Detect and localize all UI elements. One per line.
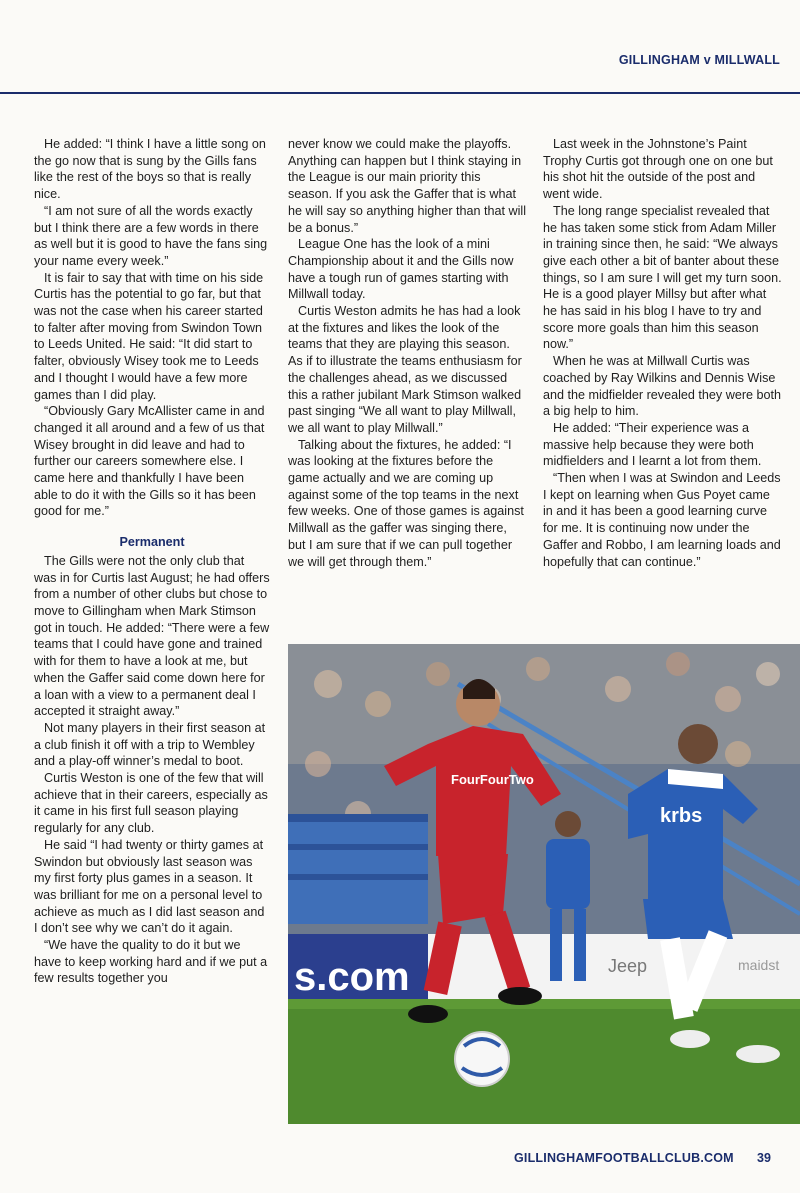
paragraph: never know we could make the playoffs. Anything can happen but I think staying in the League is our main priority this season. If you ask the Gaffer that is what he will say so anything higher than that will be a bonus.” [288, 137, 527, 235]
paragraph: The long range specialist revealed that he has taken some stick from Adam Miller in training since then, he said: “We always give each other a bit of banter about these things, so I am sure I will get my turn soon. He is a good player Millsy but after what he has said in his blog I have to try and score more goals than him this season now.” [543, 203, 782, 352]
paragraph: He added: “Their experience was a massive help because they were both midfielders and I learnt a lot from them. [543, 420, 762, 469]
header-rule [0, 92, 800, 94]
paragraph: The Gills were not the only club that was in for Curtis last August; he had offers from a number of other clubs but chose to move to Gillingham when Mark Stimson got in touch. He added: “There were a few teams that I could have gone and trained with for them to have a look at me, but when the Gaffer said come down here for a loan with a view to a permanent deal I accepted it straight away.” [34, 553, 270, 719]
column-2 [288, 136, 526, 570]
column-3 [543, 136, 783, 570]
column-1 [34, 136, 270, 987]
subheading: Permanent [119, 535, 185, 550]
paragraph: “Then when I was at Swindon and Leeds I kept on learning when Gus Poyet came in and it has been a good learning curve for me. It is continuing now under the Gaffer and Robbo, I am learning loads and hopefully that can continue.” [543, 471, 781, 569]
hoarding-text-1: s.com [294, 955, 410, 999]
blue-shirt-sponsor: krbs [660, 805, 703, 827]
paragraph: Last week in the Johnstone’s Paint Trophy Curtis got through one on one but his shot hit the outside of the post and went wide. [543, 137, 773, 202]
paragraph: Talking about the fixtures, he added: “I was looking at the fixtures before the game actually and we are coming up against some of the top teams in the next few weeks. One of those games is against Millwall as the gaffer was singing there, but I am sure that if we can pull together we will get through them.” [288, 437, 524, 569]
paragraph: He said “I had twenty or thirty games at Swindon but obviously last season was my first forty plus games in a season. It was brilliant for me on a personal level to achieve as much as I did last season and I don’t see why we can’t do it again. [34, 837, 265, 936]
header-title: GILLINGHAM v MILLWALL [618, 53, 780, 67]
paragraph: “I am not sure of all the words exactly but I think there are a few words in there as well but it is good to have the fans sing your name every week.” [34, 203, 268, 268]
paragraph: Not many players in their first season at a club finish it off with a trip to Wembley and a play-off winner’s medal to boot. [34, 720, 266, 769]
page-number: 39 [757, 1151, 771, 1165]
match-photo [288, 644, 800, 1124]
paragraph: League One has the look of a mini Championship about it and the Gills now have a tough run of games starting with Millwall today. [288, 237, 514, 302]
paragraph: “We have the quality to do it but we have to keep working hard and if we put a few results together you [34, 938, 268, 986]
footer-url: GILLINGHAMFOOTBALLCLUB.COM [514, 1151, 734, 1165]
paragraph: Curtis Weston is one of the few that will achieve that in their careers, especially as it came in his first full season playing regularly for any club. [34, 771, 268, 836]
paragraph: He added: “I think I have a little song on the go now that is sung by the Gills fans like the rest of the boys so that is really nice. [34, 137, 266, 202]
paragraph: It is fair to say that with time on his side Curtis has the potential to go far, but that was not the case when his career started to falter after moving from Swindon Town to Leeds United. He said: “It did start to falter, obviously Wisey took me to Leeds and I thought I would have a few more games than I did play. [34, 270, 264, 402]
football [455, 1032, 509, 1086]
red-shirt-sponsor: FourFourTwo [451, 772, 534, 787]
paragraph: “Obviously Gary McAllister came in and changed it all around and a few of us that Wisey brought in did leave and had to further our careers somewhere else. I came here and thankfully I have been able to do it with the Gills so it has been good for me.” [34, 404, 265, 519]
paragraph: When he was at Millwall Curtis was coached by Ray Wilkins and Dennis Wise and the midfielder revealed they were both a big help to him. [543, 354, 782, 419]
hoarding-text-2: Jeep [608, 956, 648, 976]
hoarding-text-3: maidst [738, 957, 780, 973]
paragraph: Curtis Weston admits he has had a look at the fixtures and likes the look of the teams that they are playing this season. As if to illustrate the teams enthusiasm for the challenges ahead, as we discussed this a rather jubilant Mark Stimson walked past singing “We all want to play Millwall, we all want to play Millwall.” [288, 304, 522, 435]
